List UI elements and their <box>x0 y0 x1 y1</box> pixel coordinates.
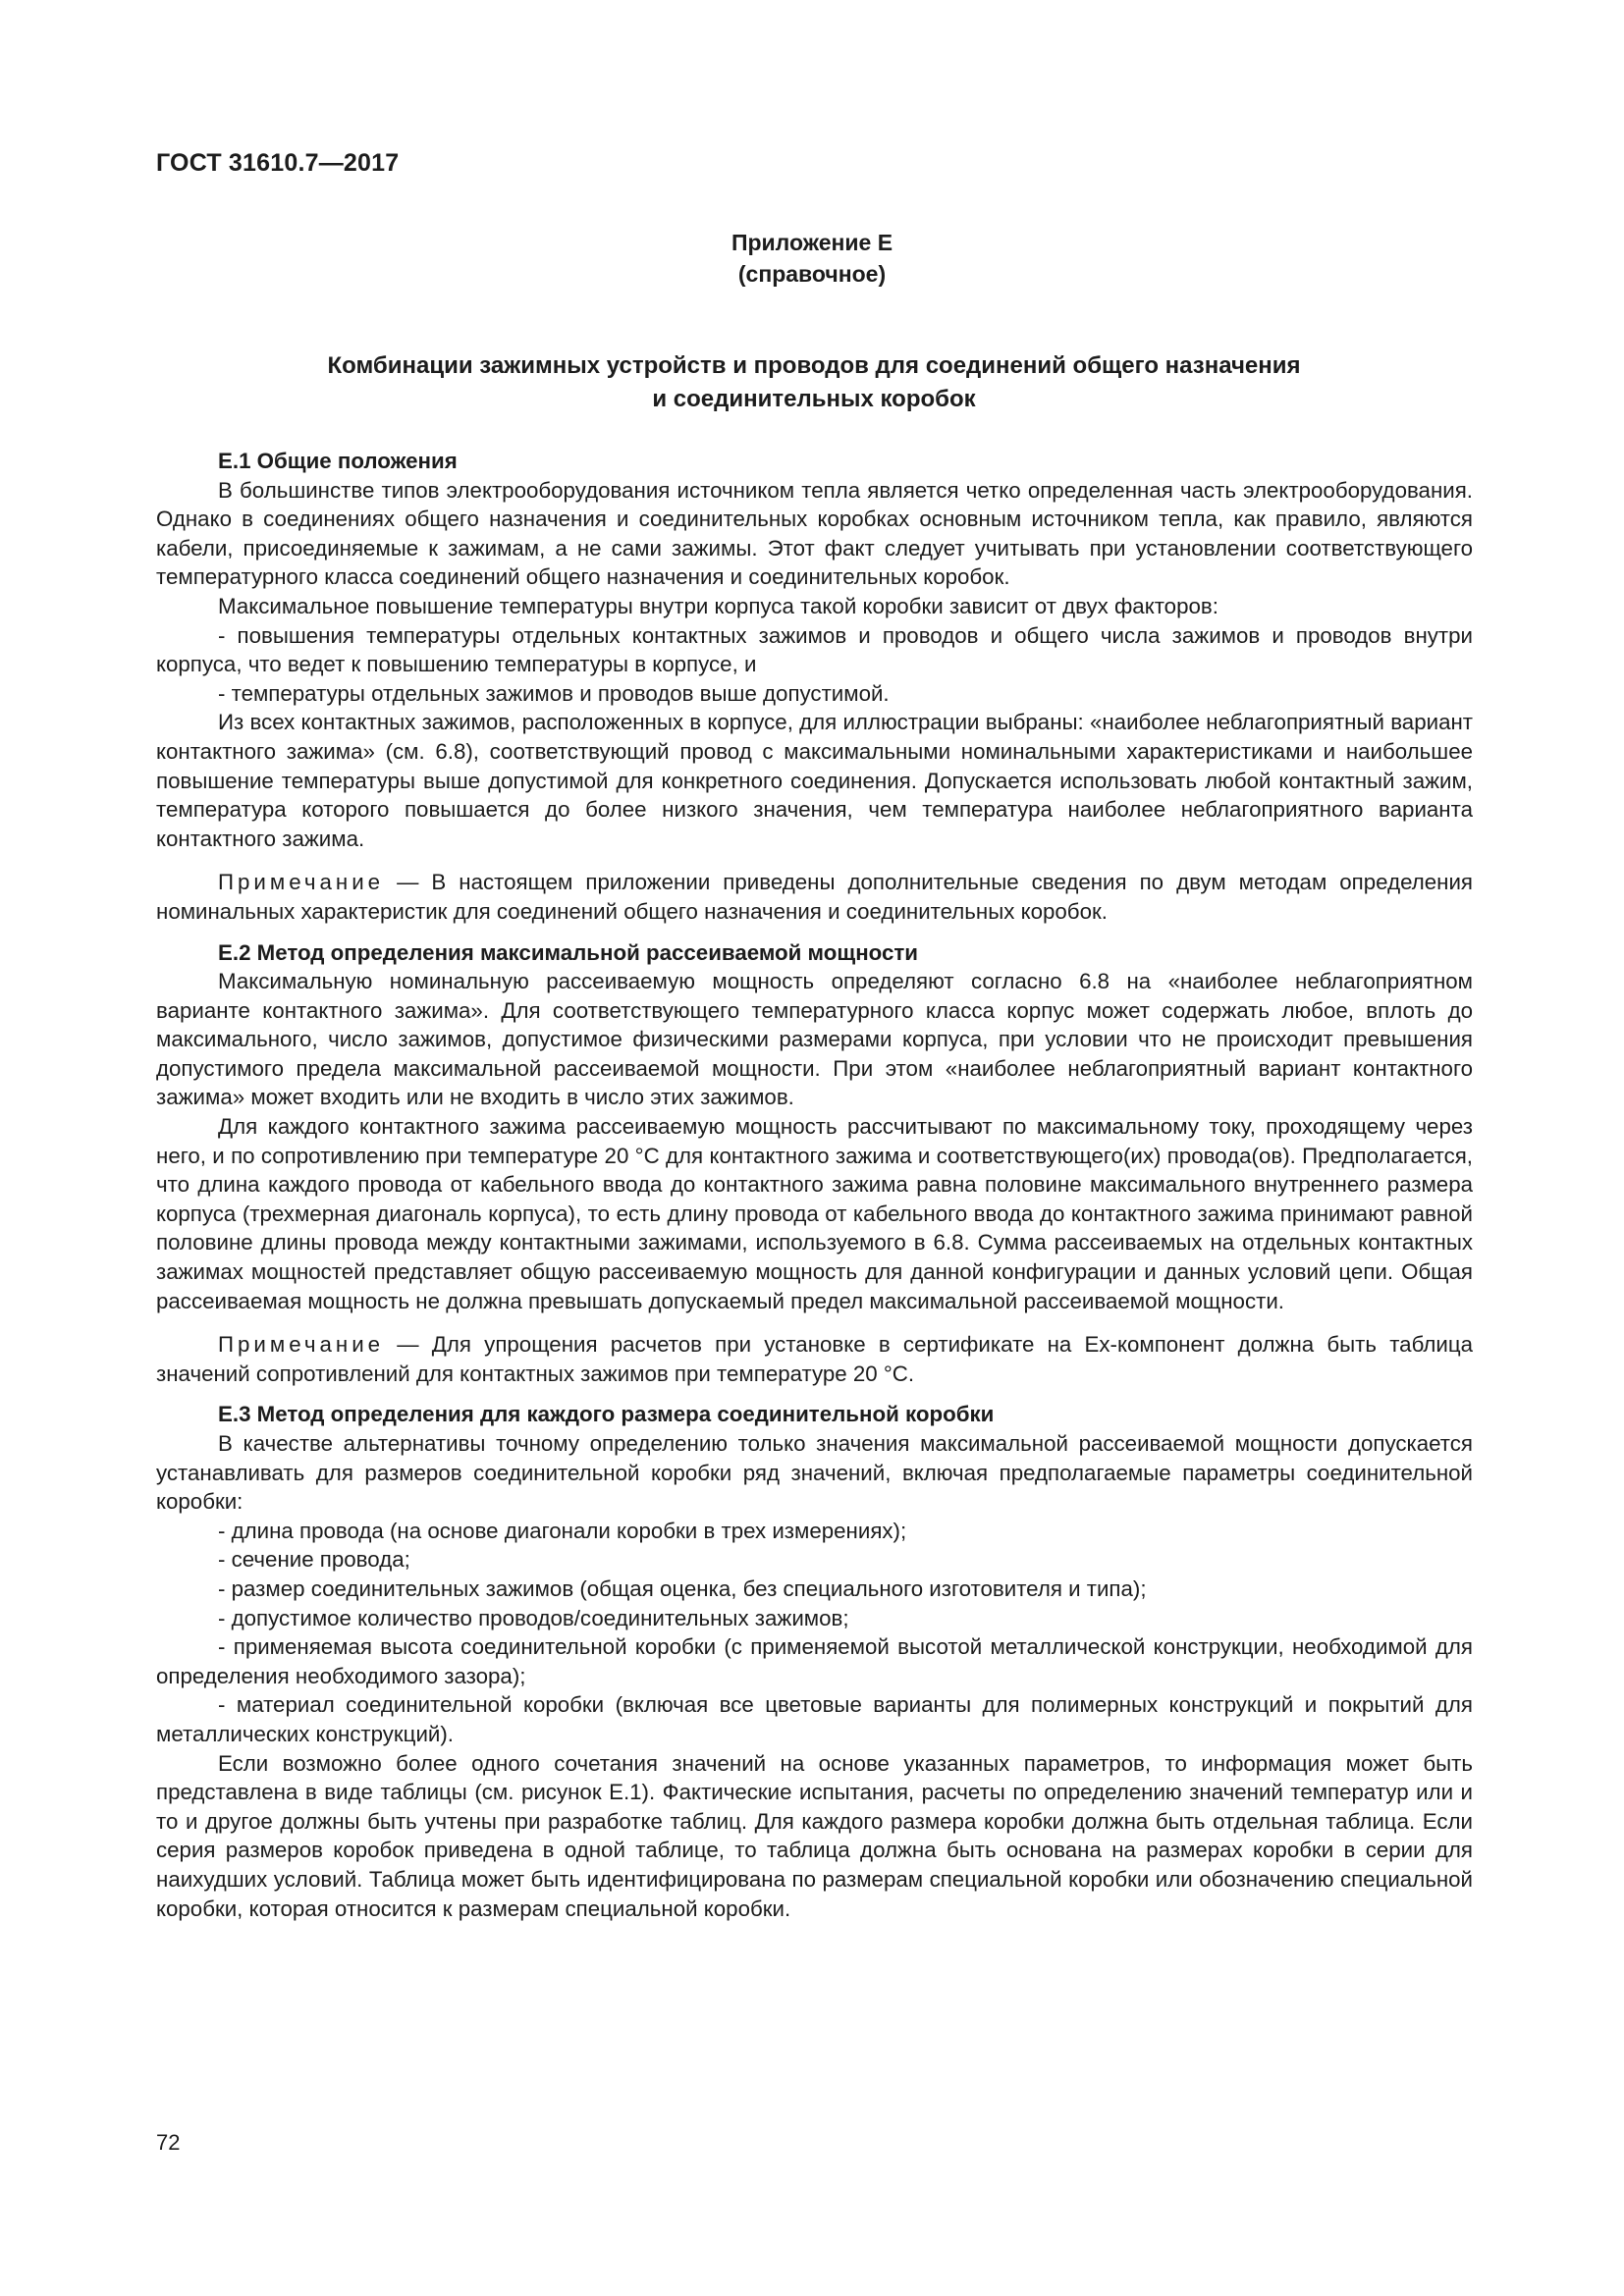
appendix-label: Приложение Е <box>731 230 893 255</box>
note-paragraph <box>156 1330 1473 1388</box>
appendix-title-line-2: и соединительных коробок <box>652 386 976 412</box>
paragraph: В большинстве типов электрооборудования источником тепла является четко определенная часть электрооборудования. Однако в соединениях общего назначения и соединительных коробках основным источником тепла, как правило, являются кабели, присоединяемые к зажимам, а не сами зажимы. Этот факт следует учитывать при установлении соответствующего температурного класса соединений общего назначения и соединительных коробок. <box>156 477 1473 590</box>
note-label: Примечание <box>218 1332 385 1358</box>
paragraph: Максимальное повышение температуры внутри корпуса такой коробки зависит от двух факторов: <box>218 593 1218 618</box>
list-item: - размер соединительных зажимов (общая оценка, без специального изготовителя и типа); <box>218 1575 1147 1601</box>
list-item: - допустимое количество проводов/соединительных зажимов; <box>218 1605 849 1630</box>
note-text: — Для упрощения расчетов при установке в сертификате на Ex-компонент должна быть таблица значений сопротивлений для контактных зажимов при температуре 20 °С. <box>156 1332 1473 1386</box>
note-paragraph <box>156 868 1473 926</box>
list-item: - длина провода (на основе диагонали коробки в трех измерениях); <box>218 1518 907 1543</box>
list-item: - материал соединительной коробки (включая все цветовые варианты для полимерных конструкций и покрытий для металлических конструкций). <box>156 1692 1473 1746</box>
appendix-heading <box>0 227 1624 290</box>
note-text: — В настоящем приложении приведены дополнительные сведения по двум методам определения номинальных характеристик для соединений общего назначения и соединительных коробок. <box>156 870 1473 924</box>
list-item: - сечение провода; <box>218 1547 410 1573</box>
appendix-title-line-1: Комбинации зажимных устройств и проводов для соединений общего назначения <box>327 352 1301 379</box>
section-heading-e2: Е.2 Метод определения максимальной рассеиваемой мощности <box>218 939 919 965</box>
document-code: ГОСТ 31610.7—2017 <box>156 149 400 177</box>
document-body <box>156 447 1473 1923</box>
appendix-title <box>156 349 1472 416</box>
paragraph: Для каждого контактного зажима рассеиваемую мощность рассчитывают по максимальному току, проходящему через него, и по сопротивлению при температуре 20 °С для контактного зажима и соответствующего(их) провода(ов). Предполагается, что длина каждого провода от кабельного ввода до контактного зажима равна половине максимального внутреннего размера корпуса (трехмерная диагональ корпуса), то есть длину провода от кабельного ввода до контактного зажима принимают равной половине длины провода между контактными зажимами, используемого в 6.8. Сумма рассеиваемых на отдельных контактных зажимах мощностей представляет общую рассеиваемую мощность для данной конфигурации и данных условий цепи. Общая рассеиваемая мощность не должна превышать допускаемый предел максимальной рассеиваемой мощности. <box>156 1114 1473 1313</box>
note-label: Примечание <box>218 870 385 895</box>
paragraph: Если возможно более одного сочетания значений на основе указанных параметров, то информация может быть представлена в виде таблицы (см. рисунок Е.1). Фактические испытания, расчеты по определению значений температур или и то и другое должны быть учтены при разработке таблиц. Для каждого размера коробки должна быть отдельная таблица. Если серия размеров коробок приведена в одной таблице, то таблица должна быть основана на размерах коробки в серии для наихудших условий. Таблица может быть идентифицирована по размерам специальной коробки или обозначению специальной коробки, которая относится к размерам специальной коробки. <box>156 1750 1473 1921</box>
paragraph: В качестве альтернативы точному определению только значения максимальной рассеиваемой мощности допускается устанавливать для размеров соединительной коробки ряд значений, включая предполагаемые параметры соединительной коробки: <box>156 1431 1473 1515</box>
paragraph: Из всех контактных зажимов, расположенных в корпусе, для иллюстрации выбраны: «наиболее неблагоприятный вариант контактного зажима» (см. 6.8), соответствующий провод с максимальными номинальными характеристиками и наибольшее повышение температуры выше допустимой для конкретного соединения. Допускается использовать любой контактный зажим, температура которого повышается до более низкого значения, чем температура наиболее неблагоприятного варианта контактного зажима. <box>156 710 1473 851</box>
appendix-type: (справочное) <box>737 261 887 287</box>
page-number: 72 <box>156 2130 181 2155</box>
list-item: - применяемая высота соединительной коробки (с применяемой высотой металлической конструкции, необходимой для определения необходимого зазора); <box>156 1634 1473 1688</box>
paragraph: Максимальную номинальную рассеиваемую мощность определяют согласно 6.8 на «наиболее неблагоприятном варианте контактного зажима». Для соответствующего температурного класса корпус может содержать любое, вплоть до максимального, число зажимов, допустимое физическими размерами корпуса, при условии что не происходит превышения допустимого предела максимальной рассеиваемой мощности. При этом «наиболее неблагоприятный вариант контактного зажима» может входить или не входить в число этих зажимов. <box>156 969 1473 1110</box>
list-item: - температуры отдельных зажимов и проводов выше допустимой. <box>218 680 890 706</box>
section-heading-e1: Е.1 Общие положения <box>218 449 458 473</box>
section-heading-e3: Е.3 Метод определения для каждого размера соединительной коробки <box>218 1402 995 1427</box>
list-item: - повышения температуры отдельных контактных зажимов и проводов и общего числа зажимов и проводов внутри корпуса, что ведет к повышению температуры в корпусе, и <box>156 622 1473 677</box>
